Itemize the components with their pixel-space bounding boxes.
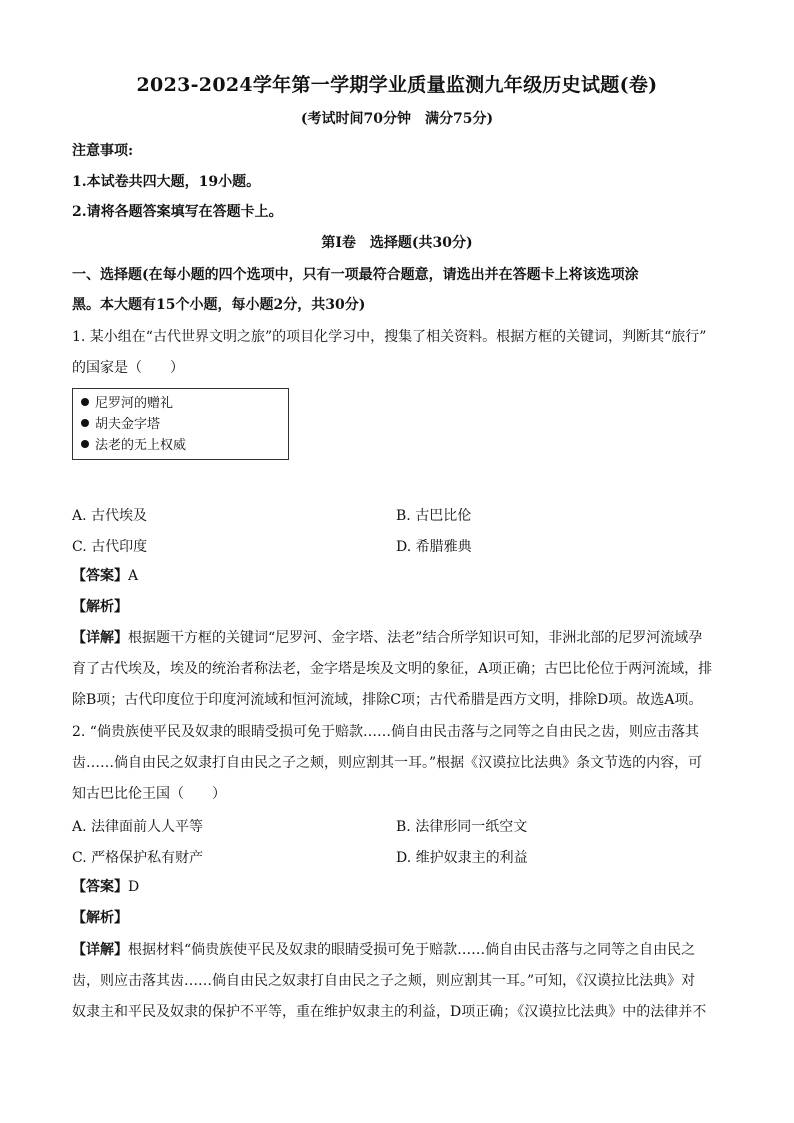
section-instructions-line-1: 一、选择题(在每小题的四个选项中，只有一项最符合题意，请选出并在答题卡上将该选项涂	[72, 267, 639, 283]
q1-keyword-box	[72, 388, 289, 460]
answer-value: A	[128, 568, 139, 584]
box-item-text: 法老的无上权威	[95, 438, 187, 453]
q2-detail-line-1	[72, 940, 695, 960]
q1-detail-line-1	[72, 628, 702, 648]
box-item	[81, 393, 288, 414]
box-item-text: 胡夫金字塔	[95, 417, 161, 432]
answer-value: D	[128, 879, 140, 895]
answer-tag: 【答案】	[72, 879, 128, 895]
exam-time-subtitle: (考试时间70分钟 满分75分)	[300, 111, 494, 127]
box-item	[81, 435, 288, 456]
box-item-text: 尼罗河的赠礼	[95, 396, 174, 411]
notes-heading: 注意事项:	[72, 143, 134, 159]
q1-stem-line-1: 1. 某小组在“古代世界文明之旅”的项目化学习中，搜集了相关资料。根据方框的关键词，判断其“旅行”	[72, 329, 707, 345]
q1-option-a: A. 古代埃及	[72, 508, 148, 524]
detail-tag: 【详解】	[72, 630, 128, 646]
q1-stem-line-2: 的国家是（ ）	[72, 360, 184, 376]
detail-text: 根据题干方框的关键词“尼罗河、金字塔、法老”结合所学知识可知，非洲北部的尼罗河流域孕	[128, 630, 703, 646]
q2-analysis-tag: 【解析】	[72, 910, 128, 926]
q2-option-d: D. 维护奴隶主的利益	[396, 850, 528, 866]
detail-text: 根据材料“倘贵族使平民及奴隶的眼睛受损可免于赔款……倘自由民击落与之同等之自由民之	[128, 942, 696, 958]
q2-detail-line-2: 齿，则应击落其齿……倘自由民之奴隶打自由民之子之颊，则应割其一耳。”可知，《汉谟拉比法典》对	[72, 973, 696, 989]
notes-item-2: 2.请将各题答案填写在答题卡上。	[72, 204, 283, 220]
answer-tag: 【答案】	[72, 568, 128, 584]
detail-tag: 【详解】	[72, 942, 128, 958]
q2-detail-line-3: 奴隶主和平民及奴隶的保护不平等，重在维护奴隶主的利益，D项正确；《汉谟拉比法典》中的法律并不	[72, 1004, 707, 1020]
q1-option-d: D. 希腊雅典	[396, 539, 472, 555]
q2-option-b: B. 法律形同一纸空文	[396, 819, 528, 835]
section-title: 第Ⅰ卷 选择题(共30分)	[321, 235, 473, 251]
q2-answer	[72, 877, 139, 897]
box-item	[81, 414, 288, 435]
q1-detail-line-2: 育了古代埃及，埃及的统治者称法老，金字塔是埃及文明的象征，A项正确；古巴比伦位于两河流域，排	[72, 661, 713, 677]
bullet-icon	[81, 398, 89, 406]
page-title: 2023-2024学年第一学期学业质量监测九年级历史试题(卷)	[136, 74, 658, 96]
q2-option-c: C. 严格保护私有财产	[72, 850, 204, 866]
q2-stem-line-2: 齿……倘自由民之奴隶打自由民之子之颊，则应割其一耳。”根据《汉谟拉比法典》条文节选的内容，可	[72, 755, 703, 771]
q2-stem-line-3: 知古巴比伦王国（ ）	[72, 786, 226, 802]
section-instructions-line-2: 黑。本大题有15个小题，每小题2分，共30分)	[72, 297, 366, 313]
q1-answer	[72, 566, 138, 586]
q1-detail-line-3: 除B项；古代印度位于印度河流域和恒河流域，排除C项；古代希腊是西方文明，排除D项。故选A项。	[72, 692, 703, 708]
q2-stem-line-1: 2. “倘贵族使平民及奴隶的眼睛受损可免于赔款……倘自由民击落与之同等之自由民之齿，则应击落其	[72, 724, 699, 740]
q1-analysis-tag: 【解析】	[72, 599, 128, 615]
bullet-icon	[81, 419, 89, 427]
q2-option-a: A. 法律面前人人平等	[72, 819, 204, 835]
q1-option-c: C. 古代印度	[72, 539, 148, 555]
q1-option-b: B. 古巴比伦	[396, 508, 472, 524]
notes-item-1: 1.本试卷共四大题，19小题。	[72, 174, 261, 190]
bullet-icon	[81, 440, 89, 448]
